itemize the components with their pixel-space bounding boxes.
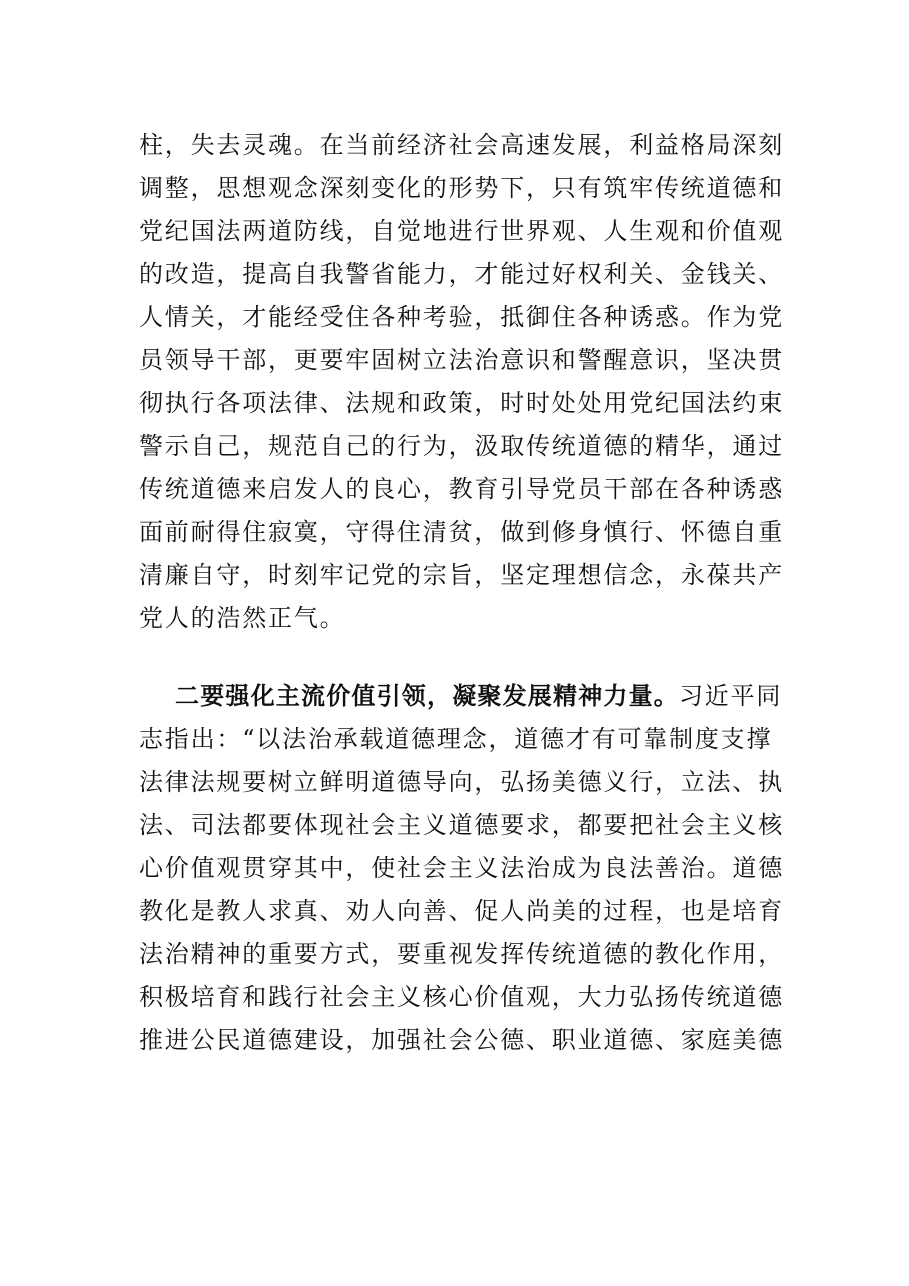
text-line: 法、司法都要体现社会主义道德要求，都要把社会主义核: [139, 811, 784, 839]
text-line: 的改造，提高自我警省能力，才能过好权利关、金钱关、: [139, 260, 784, 288]
section-heading: 二要强化主流价值引领，凝聚发展精神力量。: [175, 682, 679, 710]
text-line: 调整，思想观念深刻变化的形势下，只有筑牢传统道德和: [139, 174, 784, 202]
text-line: 教化是教人求真、劝人向善、促人尚美的过程，也是培育: [139, 897, 784, 925]
text-line: 党人的浩然正气。: [139, 604, 346, 632]
paragraph-2-first-line: [139, 675, 783, 718]
paragraph-2: [139, 675, 784, 1062]
text-line: 警示自己，规范自己的行为，汲取传统道德的精华，通过: [139, 432, 784, 460]
text-line: 柱，失去灵魂。在当前经济社会高速发展，利益格局深刻: [139, 131, 784, 159]
text-line: 传统道德来启发人的良心，教育引导党员干部在各种诱惑: [139, 475, 784, 503]
text-line: 积极培育和践行社会主义核心价值观，大力弘扬传统道德: [139, 983, 784, 1011]
text-line: 清廉自守，时刻牢记党的宗旨，坚定理想信念，永葆共产: [139, 561, 784, 589]
text-line: 党纪国法两道防线，自觉地进行世界观、人生观和价值观: [139, 217, 784, 245]
text-line: 人情关，才能经受住各种考验，抵御住各种诱惑。作为党: [139, 303, 784, 331]
document-body: [139, 124, 784, 1062]
paragraph-1: [139, 124, 784, 640]
heading-continuation: 习近平同: [679, 682, 783, 710]
text-line: 面前耐得住寂寞，守得住清贫，做到修身慎行、怀德自重: [139, 518, 784, 546]
paragraph-spacer: [139, 640, 779, 675]
text-line: 彻执行各项法律、法规和政策，时时处处用党纪国法约束: [139, 389, 784, 417]
text-line: 法律法规要树立鲜明道德导向，弘扬美德义行，立法、执: [139, 768, 784, 796]
text-line: 心价值观贯穿其中，使社会主义法治成为良法善治。道德: [139, 854, 784, 882]
text-line: 员领导干部，更要牢固树立法治意识和警醒意识，坚决贯: [139, 346, 784, 374]
text-line: 推进公民道德建设，加强社会公德、职业道德、家庭美德: [139, 1026, 784, 1054]
text-line: 法治精神的重要方式，要重视发挥传统道德的教化作用，: [139, 940, 784, 968]
text-line: 志指出：“以法治承载道德理念，道德才有可靠制度支撑: [139, 725, 773, 753]
